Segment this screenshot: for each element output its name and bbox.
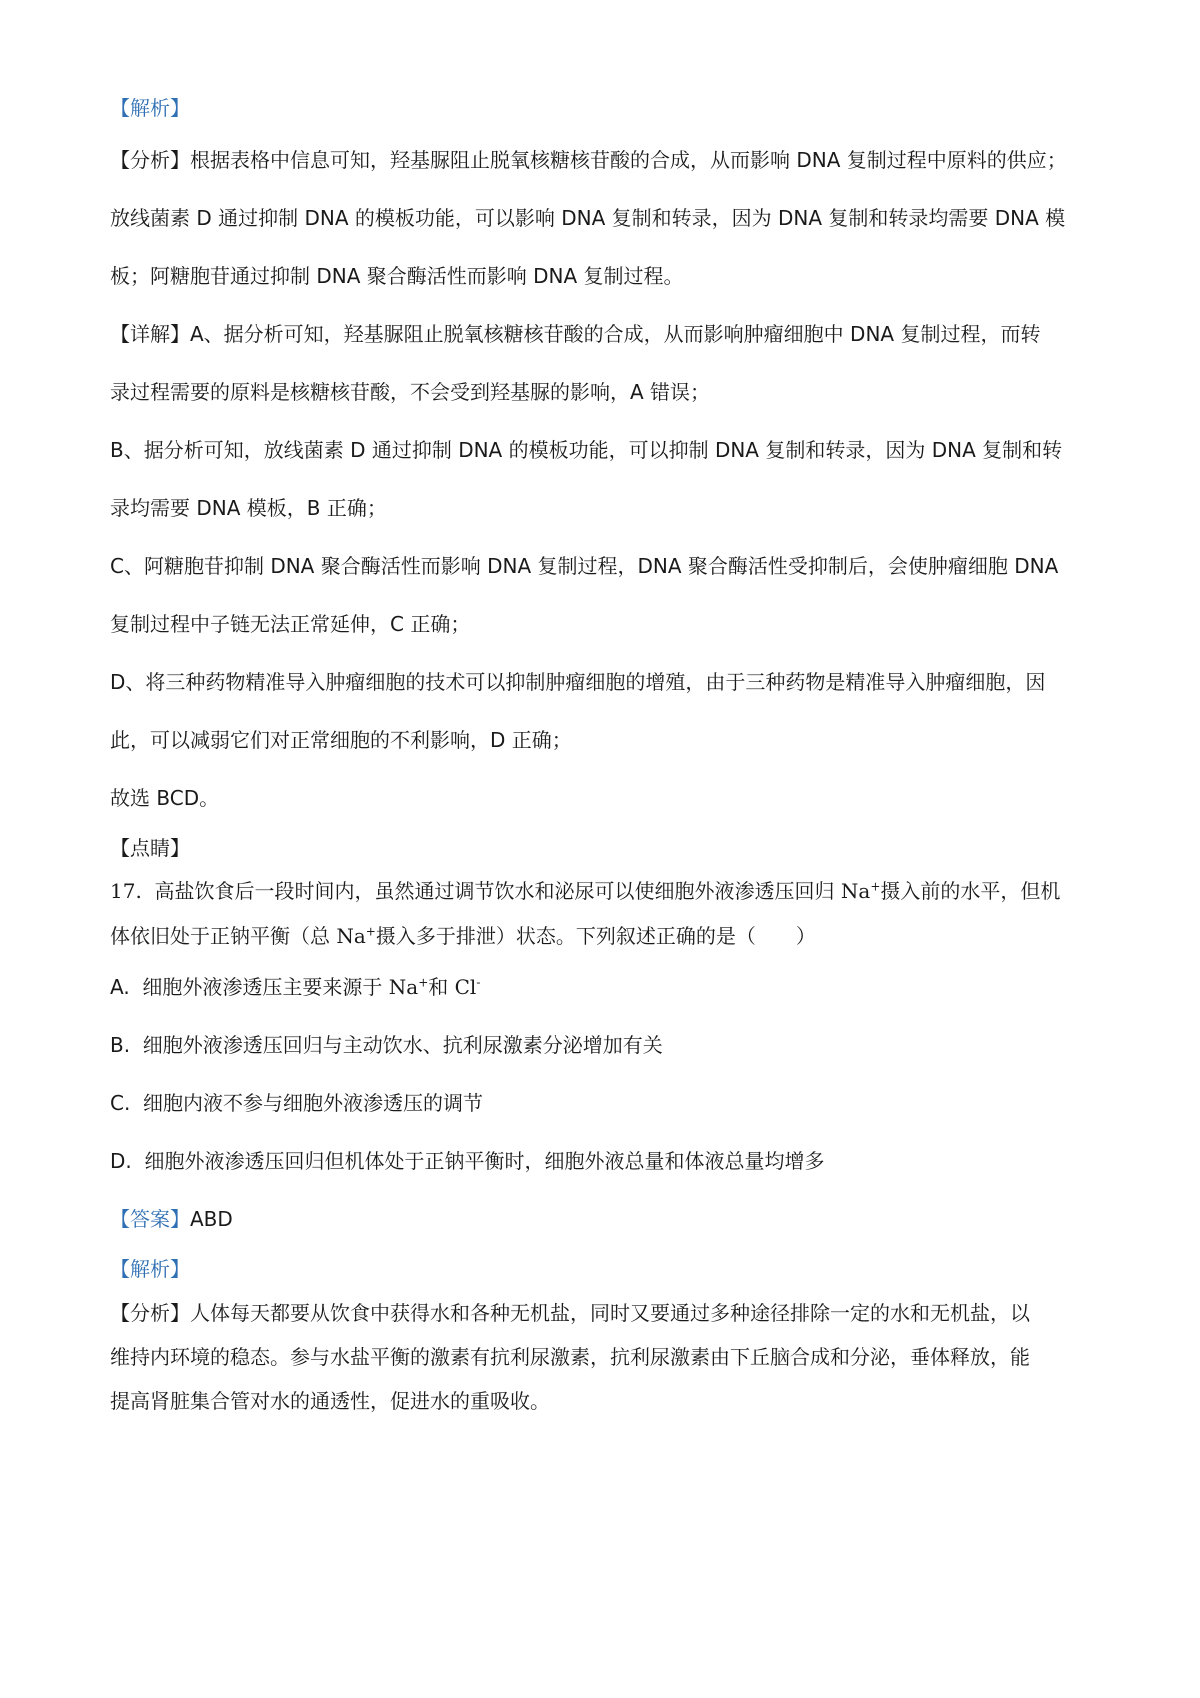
option-a-text: 细胞外液渗透压主要来源于 Na — [142, 975, 419, 999]
fenxi2-tag: 【分析】 — [110, 1301, 190, 1325]
answer-tag: 【答案】 — [110, 1207, 190, 1231]
fenxi-text: 根据表格中信息可知，羟基脲阻止脱氧核糖核苷酸的合成，从而影响 DNA 复制过程中原料的供应； — [190, 148, 1067, 172]
xiangjie-line-3: B、据分析可知，放线菌素 D 通过抑制 DNA 的模板功能，可以抑制 DNA 复制和转录，因为 DNA 复制和转 — [110, 438, 1063, 462]
option-c-text: 细胞内液不参与细胞外液渗透压的调节 — [143, 1091, 484, 1115]
xiangjie-line-8: 此，可以减弱它们对正常细胞的不利影响，D 正确； — [110, 728, 572, 752]
xiangjie-tag: 【详解】 — [110, 322, 190, 346]
option-d — [110, 1147, 1100, 1175]
question-17-stem-line-2 — [110, 922, 1100, 950]
superscript-plus: + — [418, 975, 429, 990]
fenxi-line-3: 板；阿糖胞苷通过抑制 DNA 聚合酶活性而影响 DNA 复制过程。 — [110, 264, 684, 288]
fenxi2-text: 人体每天都要从饮食中获得水和各种无机盐，同时又要通过多种途径排除一定的水和无机盐，以 — [190, 1301, 1030, 1325]
option-b-text: 细胞外液渗透压回归与主动饮水、抗利尿激素分泌增加有关 — [142, 1033, 663, 1057]
analysis-label-2: 【解析】 — [110, 1257, 190, 1281]
option-b — [110, 1031, 1100, 1059]
superscript-plus: + — [365, 924, 376, 939]
fenxi2-line-1 — [110, 1299, 1100, 1327]
option-c-label: C. — [110, 1091, 131, 1115]
superscript-minus: - — [476, 975, 481, 990]
option-c — [110, 1089, 1100, 1117]
option-a-label: A. — [110, 975, 130, 999]
superscript-plus: + — [870, 879, 881, 894]
option-a — [110, 973, 1100, 1001]
stem-text-2a: 体依旧处于正钠平衡（总 Na — [110, 924, 366, 948]
xiangjie-line-5: C、阿糖胞苷抑制 DNA 聚合酶活性而影响 DNA 复制过程，DNA 聚合酶活性受抑制后，会使肿瘤细胞 DNA — [110, 554, 1059, 578]
stem-text-2b: 摄入多于排泄）状态。下列叙述正确的是（ ） — [375, 924, 816, 948]
xiangjie-line-1 — [110, 320, 1100, 348]
answer-value: ABD — [190, 1207, 233, 1231]
xiangjie-line-6: 复制过程中子链无法正常延伸，C 正确； — [110, 612, 471, 636]
xiangjie-line-7: D、将三种药物精准导入肿瘤细胞的技术可以抑制肿瘤细胞的增殖，由于三种药物是精准导入肿瘤细胞，因 — [110, 670, 1046, 694]
fenxi-line-1 — [110, 146, 1100, 174]
answer-line — [110, 1205, 1100, 1233]
xiangjie-text: A、据分析可知，羟基脲阻止脱氧核糖核苷酸的合成，从而影响肿瘤细胞中 DNA 复制过程，而转 — [190, 322, 1041, 346]
xiangjie-line-9: 故选 BCD。 — [110, 786, 220, 810]
option-d-text: 细胞外液渗透压回归但机体处于正钠平衡时，细胞外液总量和体液总量均增多 — [144, 1149, 825, 1173]
stem-text-1b: 摄入前的水平，但机 — [880, 879, 1061, 903]
xiangjie-line-2: 录过程需要的原料是核糖核苷酸，不会受到羟基脲的影响，A 错误； — [110, 380, 711, 404]
fenxi2-line-2: 维持内环境的稳态。参与水盐平衡的激素有抗利尿激素，抗利尿激素由下丘脑合成和分泌，垂体释放，能 — [110, 1345, 1030, 1369]
xiangjie-line-4: 录均需要 DNA 模板，B 正确； — [110, 496, 387, 520]
fenxi-tag: 【分析】 — [110, 148, 190, 172]
fenxi2-line-3: 提高肾脏集合管对水的通透性，促进水的重吸收。 — [110, 1389, 550, 1413]
question-17-stem-line-1 — [110, 877, 1100, 905]
question-number: 17. — [110, 879, 142, 903]
option-a-text-b: 和 Cl — [428, 975, 477, 999]
analysis-label: 【解析】 — [110, 96, 190, 120]
option-b-label: B. — [110, 1033, 131, 1057]
option-d-label: D. — [110, 1149, 132, 1173]
fenxi-line-2: 放线菌素 D 通过抑制 DNA 的模板功能，可以影响 DNA 复制和转录，因为 DNA 复制和转录均需要 DNA 模 — [110, 206, 1066, 230]
stem-text-1a: 高盐饮食后一段时间内，虽然通过调节饮水和泌尿可以使细胞外液渗透压回归 Na — [154, 879, 871, 903]
dianjing-label: 【点睛】 — [110, 836, 190, 860]
